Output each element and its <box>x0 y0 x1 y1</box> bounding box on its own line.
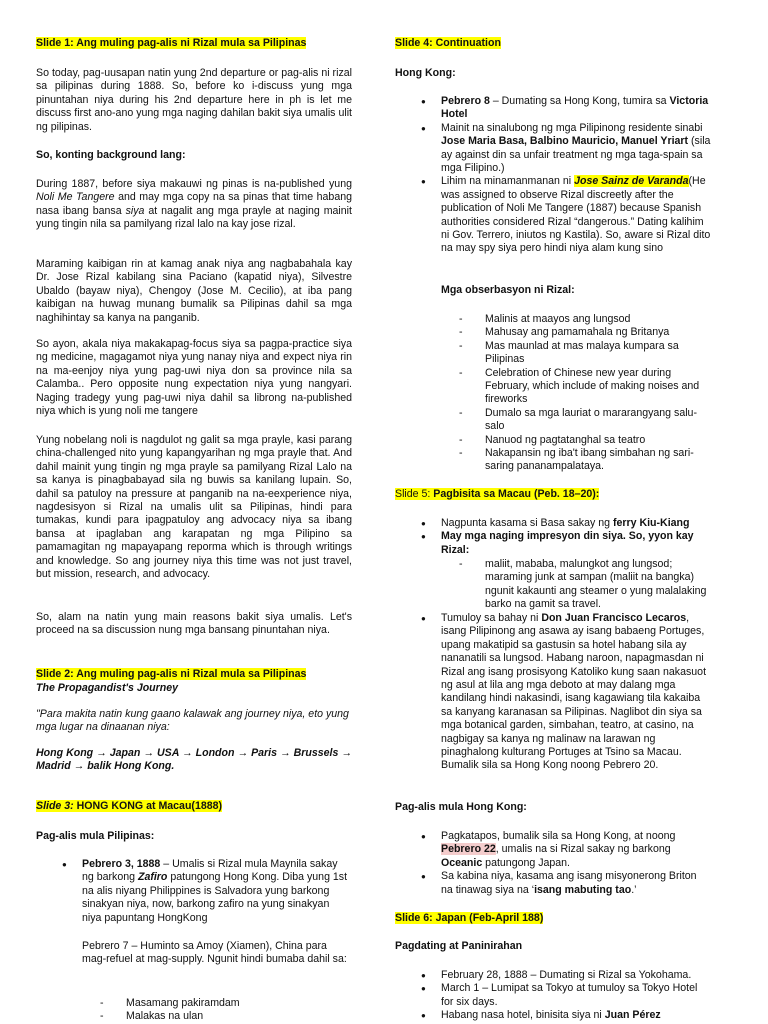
slide1-background-label: So, konting background lang: <box>36 149 186 161</box>
slide5-dash-list <box>485 558 711 612</box>
slide2-heading: Slide 2: Ang muling pag-alis ni Rizal mula sa Pilipinas <box>36 668 307 680</box>
list-item: - maliit, mababa, malungkot ang lungsod; maraming junk at sampan (maliit na bangka) ngunit kakaunti ang steamer o yung malalaking barko na gamit sa travel. <box>485 558 711 612</box>
list-item: ● March 1 – Lumipat sa Tokyo at tumuloy sa Tokyo Hotel for six days. <box>441 982 711 1009</box>
list-item: - Celebration of Chinese new year during February, which include of making noises and fireworks <box>485 367 711 407</box>
slide1-paragraph-5: So ayon, akala niya makakapag-focus siya sa pagpa-practice siya ng medicine, magagamot niya yung nanay niya and expect niya rin na ma-eenjoy niya yung pag-uwi niya don sa province nila sa Calamba.. Pero opposite nung expectation niya yung nangyari. Naging tradegy yung pag-uwi niya dahil sa librong na-published niya which is yung noli me tangere <box>36 338 352 418</box>
slide2-route: Hong Kong → Japan → USA → London → Paris → Brussels → Madrid → balik Hong Kong. <box>36 747 352 773</box>
list-item: ● Nagpunta kasama si Basa sakay ng ferry Kiu-Kiang <box>441 517 711 530</box>
slide5-heading: Slide 5: Pagbisita sa Macau (Peb. 18–20): <box>395 488 600 500</box>
list-item: ● Pebrero 8 – Dumating sa Hong Kong, tumira sa Victoria Hotel <box>441 95 711 122</box>
list-item: - Nakapansin ng iba't ibang simbahan ng sari-saring pananampalataya. <box>485 447 711 474</box>
list-item: ● May mga naging impresyon din siya. So, yyon kay Rizal: <box>441 530 711 557</box>
list-item: ● Sa kabina niya, kasama ang isang misyonerong Briton na tinawag siya na ‘isang mabuting tao.’ <box>441 870 711 897</box>
list-item: - Mas maunlad at mas malaya kumpara sa Pilipinas <box>485 340 711 367</box>
slide5-departure-label: Pag-alis mula Hong Kong: <box>395 801 527 813</box>
list-item: - Mahusay ang pamamahala ng Britanya <box>485 326 711 339</box>
slide4-observation-list <box>485 313 711 474</box>
slide3-heading: Slide 3: HONG KONG at Macau(1888) <box>36 800 223 812</box>
slide3-dash-list <box>126 997 351 1024</box>
slide2-quote: "Para makita natin kung gaano kalawak ang journey niya, eto yung mga lugar na dinaanan niya: <box>36 708 349 734</box>
slide6-bullet-list <box>441 969 711 1023</box>
slide2-subtitle: The Propagandist's Journey <box>36 682 179 694</box>
slide3-bullet-list <box>82 858 351 925</box>
slide3-pebrero7: Pebrero 7 – Huminto sa Amoy (Xiamen), China para mag-refuel at mag-supply. Ngunit hindi bumaba dahil sa: <box>82 940 347 966</box>
slide4-observations-title: Mga obserbasyon ni Rizal: <box>441 284 575 296</box>
slide1-paragraph-6: Yung nobelang noli is nagdulot ng galit sa mga prayle, kasi parang china-challenged nito yung kapangyarihan ng mga prayle that. And dahil mainit yung tingin ng mga prayle sa pamilyang Rizal Lalo na sa kanya is pinagbabayad sila ng buwis sa kanilang lupain. So, dahil sa patuloy na pressure at panganib na na-eexperience niya, nagdesisyon si Rizal na umalis ulit sa Pilipinas, hindi para tumakas, kundi para ipagpatuloy ang advocacy niya sa ibang bansa at ipaglaban ang karapatan ng mga Pilipino sa pamamagitan ng mapayapang reporma which is through writings and knowledge. So ang journey niya this time was not just travel, but mission, research, and advocacy. <box>36 434 352 581</box>
list-item: ● February 28, 1888 – Dumating si Rizal sa Yokohama. <box>441 969 711 982</box>
slide4-bullet-list <box>441 95 711 256</box>
list-item: ● Habang nasa hotel, binisita siya ni Juan Pérez <box>441 1009 711 1022</box>
slide5-bullet-list <box>441 517 711 557</box>
slide3-departure-label: Pag-alis mula Pilipinas: <box>36 830 155 842</box>
slide4-hongkong-label: Hong Kong: <box>395 67 456 79</box>
list-item: - Malakas na ulan <box>126 1010 351 1023</box>
slide6-subtitle: Pagdating at Paninirahan <box>395 940 523 952</box>
slide5-bullet-list-3 <box>441 830 711 897</box>
slide1-heading: Slide 1: Ang muling pag-alis ni Rizal mula sa Pilipinas <box>36 37 307 49</box>
list-item: ● Pagkatapos, bumalik sila sa Hong Kong, at noong Pebrero 22, umalis na si Rizal sakay ng barkong Oceanic patungong Japan. <box>441 830 711 870</box>
list-item: ● Lihim na minamanmanan ni Jose Sainz de Varanda(He was assigned to observe Rizal discreetly after the publication of Noli Me Tangere (1887) because Spanish authorities considered Rizal “dangerous.” Dating kalihim ni Gov. Terrero, iniutos ng Kastila). So, aware si Rizal dito na may spy siya pero hindi niya alam kung sino <box>441 175 711 255</box>
list-item: ● Mainit na sinalubong ng mga Pilipinong residente sinabi Jose Maria Basa, Balbino Mauricio, Manuel Yriart (sila ay against din sa unfair treatment ng mga taga-spain sa mga Filipino.) <box>441 122 711 176</box>
slide1-paragraph-1: So today, pag-uusapan natin yung 2nd departure or pag-alis ni rizal sa pilipinas during 1888. So, before ko i-discuss yung mga pinuntahan niya during his 2nd departure here in ph is let me discuss first ano-ano yung mga naging dahilan bakit siya umalis ulit ng pilipinas. <box>36 67 352 133</box>
slide1-paragraph-7: So, alam na natin yung main reasons bakit siya umalis. Let's proceed na sa discussion nung mga bansang pinuntahan niya. <box>36 611 352 637</box>
slide5-bullet-list-2 <box>441 612 711 773</box>
slide4-heading: Slide 4: Continuation <box>395 37 501 49</box>
list-item: - Masamang pakiramdam <box>126 997 351 1010</box>
list-item: - Nanuod ng pagtatanghal sa teatro <box>485 434 711 447</box>
slide6-heading: Slide 6: Japan (Feb-April 188) <box>395 912 544 924</box>
slide1-paragraph-3: During 1887, before siya makauwi ng pinas is na-published yung Noli Me Tangere and may mga copy na sa pinas that time habang nasa ibang bansa siya at nagalit ang mga prayle at naging mainit yung tingin nila sa pamilyang rizal lalo na kay jose rizal. <box>36 178 352 231</box>
list-item: - Dumalo sa mga lauriat o mararangyang salu-salo <box>485 407 711 434</box>
list-item: - Malinis at maayos ang lungsod <box>485 313 711 326</box>
list-item: ● Pebrero 3, 1888 – Umalis si Rizal mula Maynila sakay ng barkong Zafiro patungong Hong Kong. Diba yung 1st na alis niyang Philippines is Salvadora yung barkong sinakyan niya, now, barkong zafiro na yung sinakyan niya papuntang HongKong <box>82 858 351 925</box>
slide1-paragraph-4: Maraming kaibigan rin at kamag anak niya ang nagbabahala kay Dr. Jose Rizal kabilang sina Paciano (kapatid niya), Silvestre Ubaldo (bayaw niya), Chengoy (Jose M. Cecilio), at iba pang kaibigan na huwag munang bumalik sa Pilipinas dahil sa mga naghihintay sa kanya na panganib. <box>36 258 352 324</box>
list-item: ● Tumuloy sa bahay ni Don Juan Francisco Lecaros, isang Pilipinong ang asawa ay isang babaeng Portuges, upang makatipid sa gastusin sa hotel habang sila ay nananatili sa lungsod. Habang naroon, napagmasdan ni Rizal ang isang prosisyong Katoliko kung saan nakasuot ng asul at lila ang mga deboto at may dalang mga kandilang hindi nakasindi, isang kagawiang tila kakaiba sa kanyang karanasan sa Pilipinas. Naglibot din siya sa mga botanical garden, simbahan, teatro, at casino, na nagbigay sa kanya ng malinaw na larawan ng pinaghalong kulturang Portuges at Tsino sa Macau. Bumalik sila sa Hong Kong noong Pebrero 20. <box>441 612 711 773</box>
